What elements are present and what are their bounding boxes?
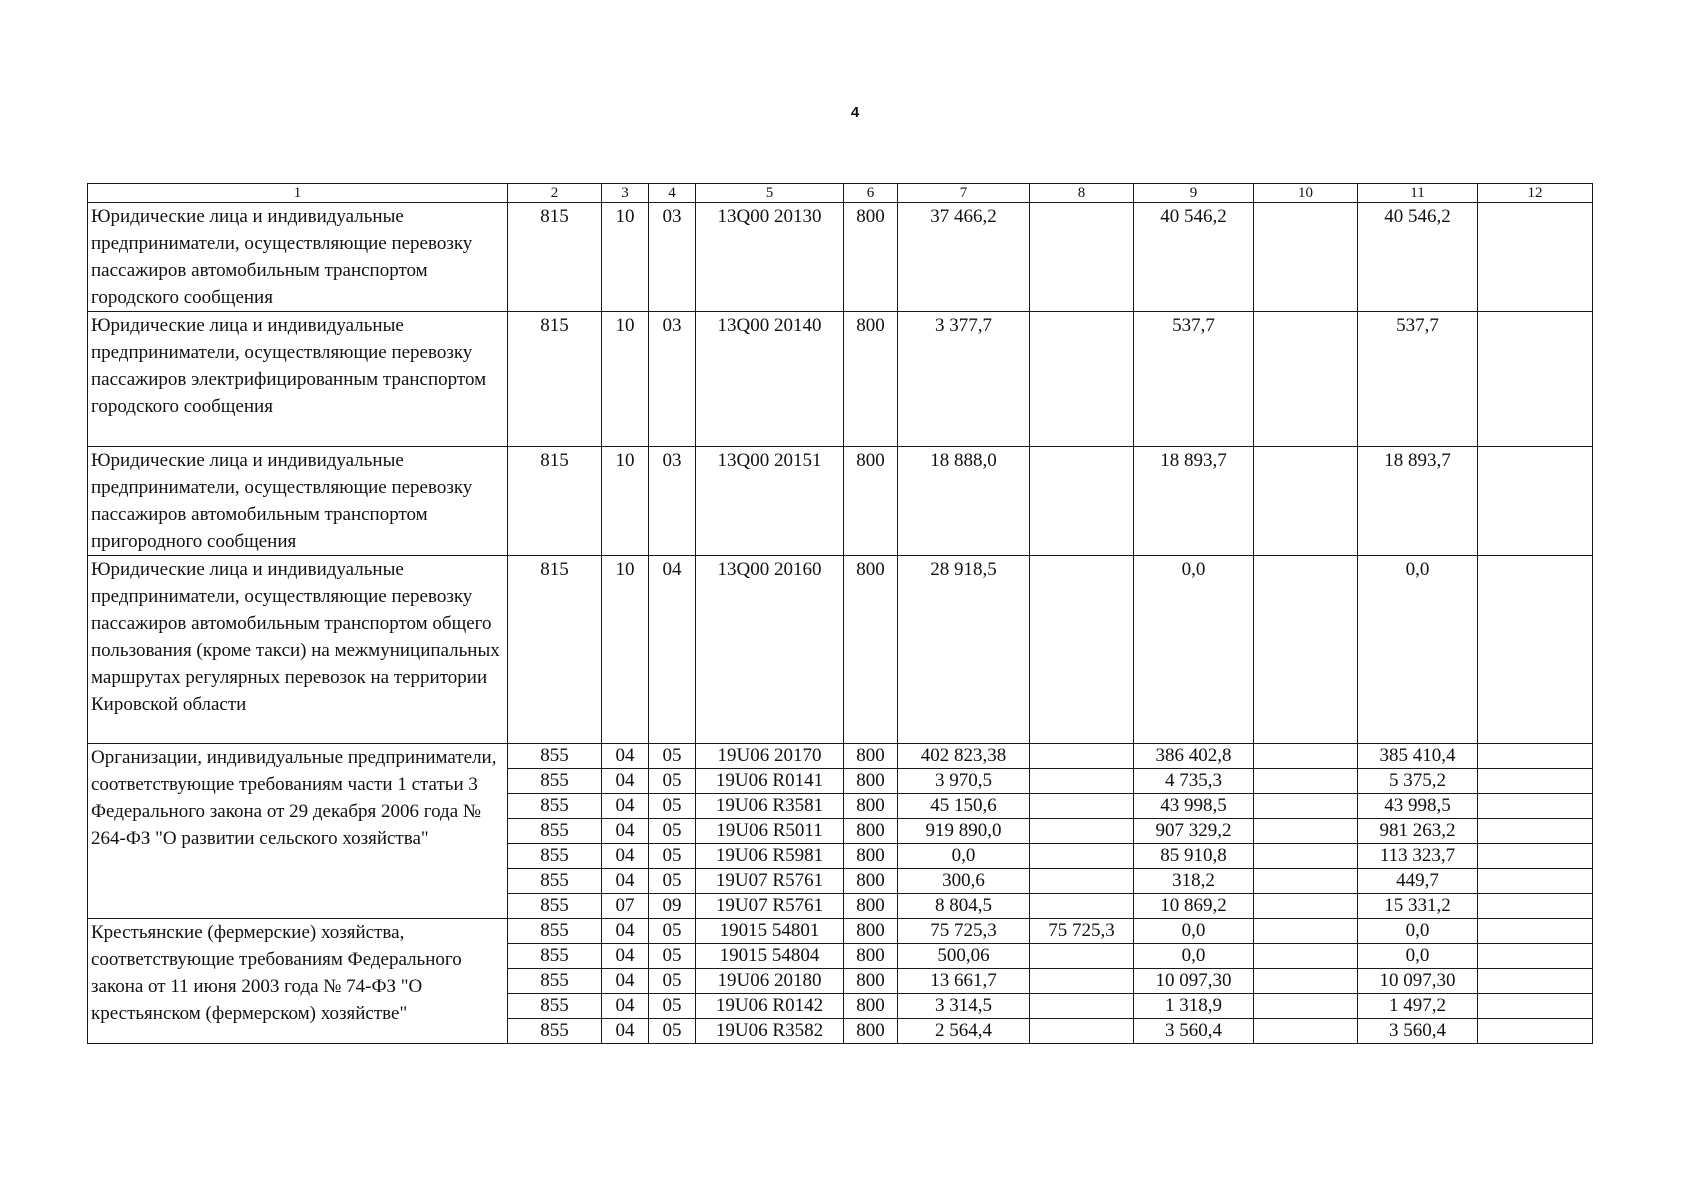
cell-c4: 05 [649,994,696,1019]
cell-c6: 800 [844,312,898,447]
cell-c4: 05 [649,794,696,819]
cell-c9: 85 910,8 [1134,844,1254,869]
cell-c11: 449,7 [1358,869,1478,894]
cell-c10 [1254,744,1358,769]
cell-c2: 855 [508,744,602,769]
cell-c6: 800 [844,447,898,556]
column-header: 10 [1254,184,1358,203]
cell-c3: 04 [602,944,649,969]
cell-c2: 855 [508,944,602,969]
column-header: 6 [844,184,898,203]
cell-c4: 05 [649,869,696,894]
cell-c5: 19U06 R0142 [696,994,844,1019]
cell-c7: 75 725,3 [898,919,1030,944]
cell-c6: 800 [844,1019,898,1044]
cell-c2: 855 [508,869,602,894]
cell-c5: 19015 54801 [696,919,844,944]
cell-c2: 855 [508,969,602,994]
cell-c12 [1478,819,1593,844]
cell-c3: 07 [602,894,649,919]
cell-c3: 04 [602,1019,649,1044]
cell-c12 [1478,919,1593,944]
cell-c4: 05 [649,844,696,869]
cell-c11: 43 998,5 [1358,794,1478,819]
table-row [88,744,1593,769]
cell-c7: 18 888,0 [898,447,1030,556]
cell-c7: 402 823,38 [898,744,1030,769]
cell-c12 [1478,556,1593,744]
column-header: 5 [696,184,844,203]
cell-c8 [1030,1019,1134,1044]
cell-c10 [1254,794,1358,819]
table-body [88,203,1593,1044]
cell-c11: 981 263,2 [1358,819,1478,844]
cell-c10 [1254,994,1358,1019]
cell-c5: 13Q00 20151 [696,447,844,556]
cell-c10 [1254,312,1358,447]
cell-c11: 40 546,2 [1358,203,1478,312]
column-header: 9 [1134,184,1254,203]
cell-c6: 800 [844,819,898,844]
cell-c3: 04 [602,794,649,819]
table-row [88,919,1593,944]
cell-c2: 855 [508,844,602,869]
cell-c9: 40 546,2 [1134,203,1254,312]
cell-c10 [1254,844,1358,869]
cell-c11: 0,0 [1358,919,1478,944]
cell-c8 [1030,447,1134,556]
cell-c5: 13Q00 20160 [696,556,844,744]
cell-c12 [1478,969,1593,994]
cell-c11: 0,0 [1358,556,1478,744]
cell-c2: 855 [508,819,602,844]
cell-c11: 18 893,7 [1358,447,1478,556]
cell-c4: 05 [649,969,696,994]
cell-c8 [1030,819,1134,844]
column-header: 2 [508,184,602,203]
cell-c8: 75 725,3 [1030,919,1134,944]
cell-c3: 04 [602,844,649,869]
cell-c12 [1478,744,1593,769]
column-header: 3 [602,184,649,203]
cell-c9: 0,0 [1134,556,1254,744]
cell-c10 [1254,819,1358,844]
cell-c7: 919 890,0 [898,819,1030,844]
cell-c4: 03 [649,447,696,556]
cell-c7: 2 564,4 [898,1019,1030,1044]
cell-c9: 43 998,5 [1134,794,1254,819]
cell-c2: 855 [508,994,602,1019]
cell-c9: 0,0 [1134,919,1254,944]
cell-c12 [1478,794,1593,819]
cell-c6: 800 [844,894,898,919]
cell-c4: 05 [649,944,696,969]
cell-c7: 3 314,5 [898,994,1030,1019]
cell-c9: 10 097,30 [1134,969,1254,994]
cell-c4: 03 [649,203,696,312]
cell-c6: 800 [844,844,898,869]
cell-c12 [1478,844,1593,869]
cell-c3: 04 [602,869,649,894]
column-header: 7 [898,184,1030,203]
cell-c9: 386 402,8 [1134,744,1254,769]
cell-c9: 1 318,9 [1134,994,1254,1019]
cell-c7: 8 804,5 [898,894,1030,919]
column-header: 1 [88,184,508,203]
cell-c4: 04 [649,556,696,744]
cell-c6: 800 [844,556,898,744]
recipient-cell: Крестьянские (фермерские) хозяйства, соответствующие требованиям Федерального закона от 11 июня 2003 года № 74-ФЗ "О крестьянском (фермерском) хозяйстве" [88,919,508,1044]
cell-c5: 13Q00 20140 [696,312,844,447]
cell-c8 [1030,844,1134,869]
recipient-cell: Юридические лица и индивидуальные предприниматели, осуществляющие перевозку пассажиров автомобильным транспортом городского сообщения [88,203,508,312]
cell-c11: 15 331,2 [1358,894,1478,919]
cell-c10 [1254,203,1358,312]
cell-c3: 04 [602,994,649,1019]
cell-c9: 4 735,3 [1134,769,1254,794]
cell-c11: 5 375,2 [1358,769,1478,794]
cell-c2: 815 [508,556,602,744]
cell-c10 [1254,869,1358,894]
cell-c7: 13 661,7 [898,969,1030,994]
cell-c6: 800 [844,203,898,312]
cell-c8 [1030,556,1134,744]
cell-c6: 800 [844,994,898,1019]
cell-c4: 05 [649,744,696,769]
cell-c11: 1 497,2 [1358,994,1478,1019]
cell-c3: 04 [602,919,649,944]
table-row [88,203,1593,312]
cell-c6: 800 [844,769,898,794]
cell-c5: 19U06 R5981 [696,844,844,869]
cell-c7: 3 970,5 [898,769,1030,794]
cell-c4: 05 [649,919,696,944]
cell-c12 [1478,944,1593,969]
cell-c8 [1030,969,1134,994]
recipient-cell: Юридические лица и индивидуальные предприниматели, осуществляющие перевозку пассажиров автомобильным транспортом общего пользования (кроме такси) на межмуниципальных маршрутах регулярных перевозок на территории Кировской области [88,556,508,744]
column-header: 12 [1478,184,1593,203]
cell-c5: 19U07 R5761 [696,869,844,894]
cell-c6: 800 [844,969,898,994]
cell-c5: 19U06 R3582 [696,1019,844,1044]
cell-c6: 800 [844,869,898,894]
recipient-cell: Юридические лица и индивидуальные предприниматели, осуществляющие перевозку пассажиров электрифицированным транспортом городского сообщения [88,312,508,447]
cell-c4: 05 [649,769,696,794]
cell-c2: 815 [508,447,602,556]
cell-c8 [1030,944,1134,969]
cell-c5: 13Q00 20130 [696,203,844,312]
cell-c4: 09 [649,894,696,919]
column-header: 8 [1030,184,1134,203]
cell-c7: 37 466,2 [898,203,1030,312]
cell-c12 [1478,447,1593,556]
cell-c6: 800 [844,794,898,819]
cell-c7: 500,06 [898,944,1030,969]
table-row [88,312,1593,447]
cell-c8 [1030,744,1134,769]
recipient-cell: Юридические лица и индивидуальные предприниматели, осуществляющие перевозку пассажиров автомобильным транспортом пригородного сообщения [88,447,508,556]
cell-c11: 113 323,7 [1358,844,1478,869]
cell-c8 [1030,769,1134,794]
cell-c12 [1478,769,1593,794]
cell-c5: 19U06 R0141 [696,769,844,794]
column-header: 4 [649,184,696,203]
cell-c3: 04 [602,969,649,994]
cell-c7: 28 918,5 [898,556,1030,744]
cell-c3: 10 [602,447,649,556]
cell-c6: 800 [844,744,898,769]
cell-c7: 45 150,6 [898,794,1030,819]
cell-c7: 300,6 [898,869,1030,894]
cell-c7: 0,0 [898,844,1030,869]
table-row [88,447,1593,556]
cell-c11: 3 560,4 [1358,1019,1478,1044]
cell-c2: 815 [508,312,602,447]
cell-c5: 19U06 R5011 [696,819,844,844]
cell-c10 [1254,919,1358,944]
cell-c8 [1030,203,1134,312]
cell-c11: 0,0 [1358,944,1478,969]
cell-c10 [1254,556,1358,744]
cell-c10 [1254,769,1358,794]
cell-c12 [1478,894,1593,919]
cell-c4: 05 [649,819,696,844]
cell-c7: 3 377,7 [898,312,1030,447]
cell-c10 [1254,969,1358,994]
cell-c8 [1030,312,1134,447]
cell-c9: 10 869,2 [1134,894,1254,919]
cell-c2: 855 [508,769,602,794]
cell-c4: 03 [649,312,696,447]
cell-c2: 815 [508,203,602,312]
cell-c6: 800 [844,944,898,969]
column-header: 11 [1358,184,1478,203]
recipient-cell: Организации, индивидуальные предприниматели, соответствующие требованиям части 1 статьи 3 Федерального закона от 29 декабря 2006 года № 264-ФЗ "О развитии сельского хозяйства" [88,744,508,919]
cell-c5: 19U06 20170 [696,744,844,769]
cell-c12 [1478,312,1593,447]
cell-c5: 19015 54804 [696,944,844,969]
cell-c10 [1254,1019,1358,1044]
cell-c12 [1478,1019,1593,1044]
cell-c10 [1254,944,1358,969]
cell-c8 [1030,869,1134,894]
cell-c8 [1030,994,1134,1019]
cell-c3: 10 [602,203,649,312]
cell-c3: 10 [602,556,649,744]
cell-c5: 19U07 R5761 [696,894,844,919]
cell-c9: 907 329,2 [1134,819,1254,844]
cell-c5: 19U06 20180 [696,969,844,994]
cell-c9: 318,2 [1134,869,1254,894]
cell-c3: 04 [602,769,649,794]
cell-c11: 385 410,4 [1358,744,1478,769]
cell-c3: 04 [602,819,649,844]
cell-c10 [1254,447,1358,556]
header-row [88,184,1593,203]
cell-c9: 3 560,4 [1134,1019,1254,1044]
cell-c12 [1478,869,1593,894]
cell-c2: 855 [508,919,602,944]
cell-c2: 855 [508,794,602,819]
cell-c9: 0,0 [1134,944,1254,969]
cell-c12 [1478,203,1593,312]
cell-c3: 10 [602,312,649,447]
cell-c11: 10 097,30 [1358,969,1478,994]
cell-c8 [1030,894,1134,919]
cell-c11: 537,7 [1358,312,1478,447]
cell-c2: 855 [508,894,602,919]
table-row [88,556,1593,744]
cell-c10 [1254,894,1358,919]
cell-c12 [1478,994,1593,1019]
cell-c8 [1030,794,1134,819]
cell-c6: 800 [844,919,898,944]
cell-c3: 04 [602,744,649,769]
cell-c5: 19U06 R3581 [696,794,844,819]
budget-table [87,183,1593,1044]
cell-c2: 855 [508,1019,602,1044]
cell-c9: 537,7 [1134,312,1254,447]
page-number: 4 [850,104,860,121]
cell-c4: 05 [649,1019,696,1044]
cell-c9: 18 893,7 [1134,447,1254,556]
